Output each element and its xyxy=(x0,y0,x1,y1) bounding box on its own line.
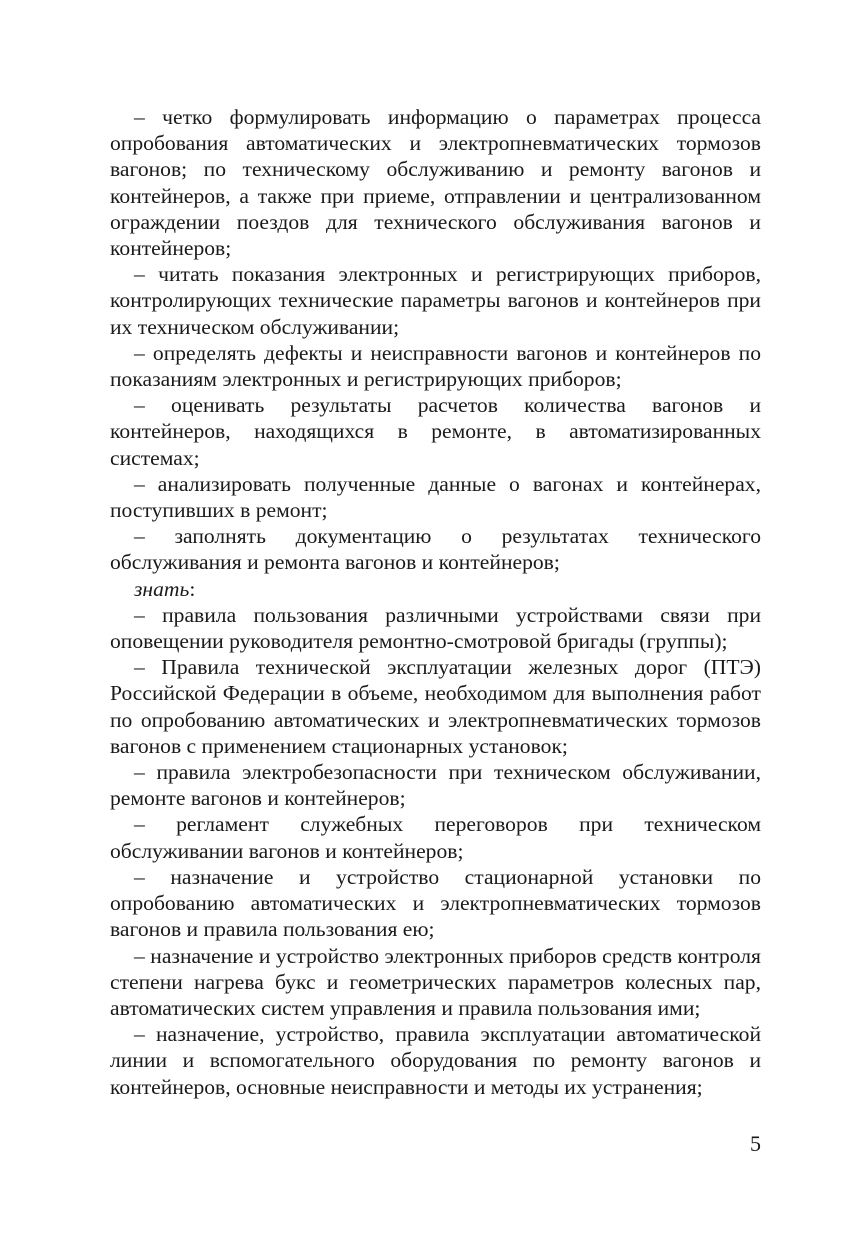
section-heading xyxy=(110,576,761,602)
body-text xyxy=(110,104,761,1100)
list-item: – правила пользования различными устройствами связи при оповещении руководителя ремонтно-смотровой бригады (группы); xyxy=(110,602,761,654)
list-item: – читать показания электронных и регистрирующих приборов, контролирующих технические параметры вагонов и контейнеров при их техническом обслуживании; xyxy=(110,262,761,339)
list-item: – анализировать полученные данные о вагонах и контейнерах, поступивших в ремонт; xyxy=(110,471,761,523)
list-item: – назначение и устройство электронных приборов средств контроля степени нагрева букс и геометрических параметров колесных пар, автоматических систем управления и правила пользования ими; xyxy=(110,943,761,1020)
list-item: – заполнять документацию о результатах технического обслуживания и ремонта вагонов и контейнеров; xyxy=(110,524,761,575)
list-item: – правила электробезопасности при техническом обслуживании, ремонте вагонов и контейнеров; xyxy=(110,760,761,811)
page-number: 5 xyxy=(750,1131,761,1156)
section-label: знать xyxy=(134,576,190,601)
section-colon: : xyxy=(189,576,196,601)
list-item: – определять дефекты и неисправности вагонов и контейнеров по показаниям электронных и регистрирующих приборов; xyxy=(110,340,761,392)
list-item: – Правила технической эксплуатации железных дорог (ПТЭ) Российской Федерации в объеме, необходимом для выполнения работ по опробованию автоматических и электропневматических тормозов вагонов с применением стационарных установок; xyxy=(110,655,761,758)
list-item: – оценивать результаты расчетов количества вагонов и контейнеров, находящихся в ремонте, в автоматизированных системах; xyxy=(110,393,761,470)
list-item: – назначение и устройство стационарной установки по опробованию автоматических и электропневматических тормозов вагонов и правила пользования ею; xyxy=(110,864,761,942)
list-item: – регламент служебных переговоров при техническом обслуживании вагонов и контейнеров; xyxy=(110,812,761,863)
list-item: – четко формулировать информацию о параметрах процесса опробования автоматических и электропневматических тормозов вагонов; по техническому обслуживанию и ремонту вагонов и контейнеров, а также при приеме, отправлении и централизованном ограждении поездов для технического обслуживания вагонов и контейнеров; xyxy=(110,105,761,261)
list-item: – назначение, устройство, правила эксплуатации автоматической линии и вспомогательного оборудования по ремонту вагонов и контейнеров, основные неисправности и методы их устранения; xyxy=(110,1022,761,1099)
